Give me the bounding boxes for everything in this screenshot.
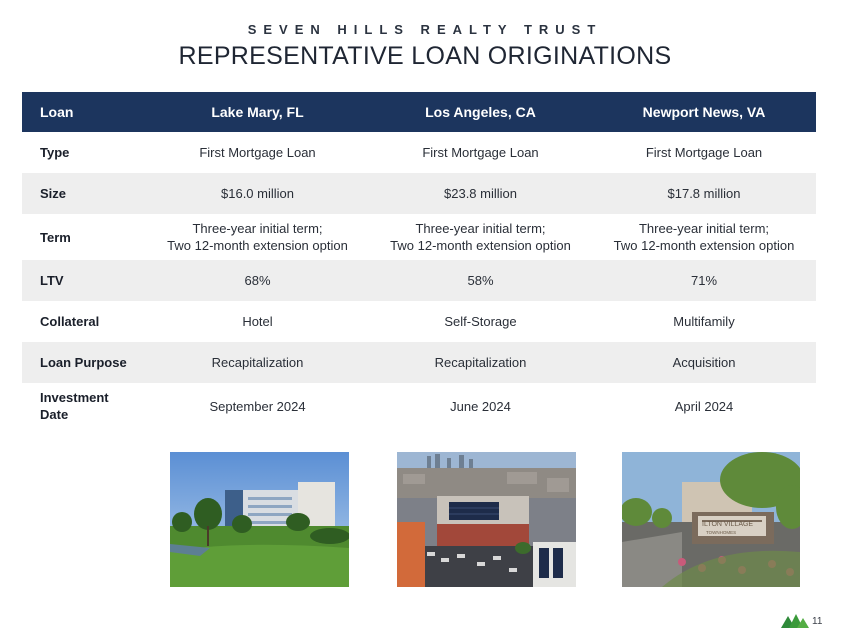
table-cell: 68% [146, 260, 369, 301]
column-header: Loan [22, 92, 146, 132]
table-cell: Hotel [242, 314, 273, 329]
term-line: Two 12-month extension option [390, 238, 571, 253]
table-cell: First Mortgage Loan [645, 145, 763, 160]
self-storage-aerial-photo [397, 452, 576, 587]
row-label [22, 383, 146, 429]
table-row-term [22, 214, 816, 260]
page-title: REPRESENTATIVE LOAN ORIGINATIONS [178, 42, 672, 70]
row-label: Type [40, 145, 70, 160]
table-cell [369, 214, 592, 260]
table-cell: June 2024 [450, 398, 511, 414]
row-label: Term [40, 229, 71, 245]
table-cell: 71% [592, 260, 816, 301]
table-cell: Acquisition [592, 342, 816, 383]
table-cell: April 2024 [674, 398, 734, 414]
table-cell: $16.0 million [146, 173, 369, 214]
row-label: Size [22, 173, 146, 214]
term-line: Two 12-month extension option [167, 238, 348, 253]
table-cell: Recapitalization [146, 342, 369, 383]
row-label-line: Date [40, 407, 69, 422]
page-number: 11 [812, 616, 823, 627]
loan-table [22, 92, 816, 429]
table-cell: First Mortgage Loan [199, 145, 316, 160]
table-cell: September 2024 [209, 398, 306, 414]
term-line: Three-year initial term; [415, 221, 546, 236]
brand-name: SEVEN HILLS REALTY TRUST [247, 22, 603, 37]
row-label-line: Investment [40, 390, 109, 405]
row-label: LTV [22, 260, 146, 301]
row-label: Loan Purpose [22, 342, 146, 383]
table-row-collateral [22, 301, 816, 342]
column-header: Newport News, VA [592, 92, 816, 132]
row-label: Collateral [40, 314, 100, 329]
table-cell: 58% [369, 260, 592, 301]
table-cell [592, 214, 816, 260]
table-cell: Recapitalization [369, 342, 592, 383]
table-row-size [22, 173, 816, 214]
table-cell [146, 214, 369, 260]
company-logo-icon [781, 612, 809, 628]
table-cell: Multifamily [673, 314, 735, 329]
table-cell: First Mortgage Loan [422, 145, 539, 160]
column-header: Los Angeles, CA [369, 92, 592, 132]
term-line: Two 12-month extension option [613, 238, 795, 253]
table-row-investment-date [22, 383, 816, 429]
table-cell: Self-Storage [444, 314, 517, 329]
table-header-row [22, 92, 816, 132]
table-row-loan-purpose [22, 342, 816, 383]
term-line: Three-year initial term; [192, 221, 323, 236]
column-header: Lake Mary, FL [146, 92, 369, 132]
term-line: Three-year initial term; [638, 221, 770, 236]
table-row-type [22, 132, 816, 173]
table-row-ltv [22, 260, 816, 301]
svg-text:ILTON VILLAGE: ILTON VILLAGE [702, 521, 754, 528]
multifamily-sign-photo [622, 452, 800, 587]
hotel-photo [170, 452, 349, 587]
table-cell: $17.8 million [592, 173, 816, 214]
table-cell: $23.8 million [369, 173, 592, 214]
svg-text:TOWNHOMES: TOWNHOMES [706, 530, 737, 535]
